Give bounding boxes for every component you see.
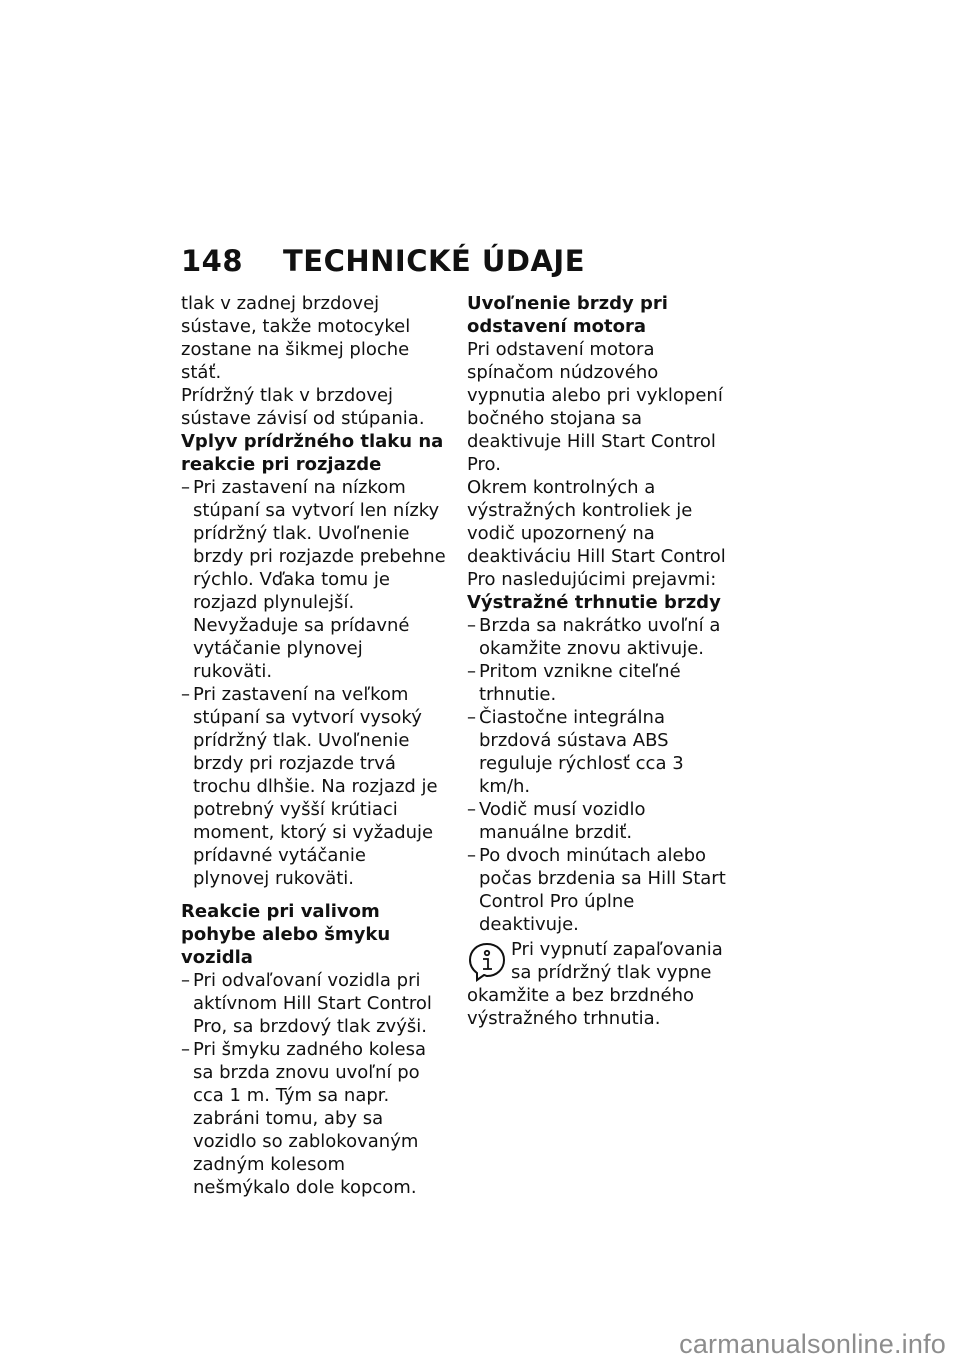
section-heading-brake-release: Uvoľnenie brzdy pri odstavení motora (467, 293, 668, 337)
list-item: – Po dvoch minútach alebo počas brzdenia sa Hill Start Control Pro úplne deaktivuje. (467, 844, 739, 936)
intro-paragraph-2: Prídržný tlak v brzdovej sústave závisí od stúpania. (181, 385, 425, 429)
list-item: – Pritom vznikne citeľné trhnutie. (467, 660, 739, 706)
right-column (467, 292, 739, 1030)
page-title: TECHNICKÉ ÚDAJE (283, 244, 586, 278)
section-heading-warning-jerk: Výstražné trhnutie brzdy (467, 592, 721, 613)
info-note-text: Pri vypnutí zapaľovania sa prídržný tlak vypne okamžite a bez brzdného výstražného trhnutia. (467, 939, 723, 1029)
page-number: 148 (181, 244, 244, 278)
footer-watermark: carmanualsonline.info (679, 1329, 946, 1359)
left-column (181, 292, 447, 1199)
list-item: – Pri odvaľovaní vozidla pri aktívnom Hill Start Control Pro, sa brzdový tlak zvýši. (181, 969, 447, 1038)
list-item: – Vodič musí vozidlo manuálne brzdiť. (467, 798, 739, 844)
list-item: – Pri zastavení na veľkom stúpaní sa vytvorí vysoký prídržný tlak. Uvoľnenie brzdy pri rozjazde trvá trochu dlhšie. Na rozjazd je potrebný vyšší krútiaci moment, ktorý si vyžaduje prídavné vytáčanie plynovej rukoväti. (181, 683, 447, 890)
section-heading-holding-pressure: Vplyv prídržného tlaku na reakcie pri rozjazde (181, 431, 444, 475)
list-item: – Brzda sa nakrátko uvoľní a okamžite znovu aktivuje. (467, 614, 739, 660)
page-header (181, 244, 585, 278)
list-holding-pressure (181, 476, 447, 890)
info-note (467, 938, 739, 1030)
intro-paragraph-1: tlak v zadnej brzdovej sústave, takže motocykel zostane na šikmej ploche stáť. (181, 293, 411, 383)
section-heading-rolling: Reakcie pri valivom pohybe alebo šmyku vozidla (181, 901, 391, 968)
list-item: – Pri šmyku zadného kolesa sa brzda znovu uvoľní po cca 1 m. Tým sa napr. zabráni tomu, aby sa vozidlo so zablokovaným zadným kolesom nešmýkalo dole kopcom. (181, 1038, 447, 1199)
list-rolling (181, 969, 447, 1199)
paragraph-warning-lights: Okrem kontrolných a výstražných kontroliek je vodič upozornený na deaktiváciu Hill Start Control Pro nasledujúcimi prejavmi: (467, 477, 726, 590)
list-item: – Pri zastavení na nízkom stúpaní sa vytvorí len nízky prídržný tlak. Uvoľnenie brzdy pri rozjazde prebehne rýchlo. Vďaka tomu je rozjazd plynulejší. Nevyžaduje sa prídavné vytáčanie plynovej rukoväti. (181, 476, 447, 683)
info-icon (467, 941, 507, 983)
list-item: – Čiastočne integrálna brzdová sústava ABS reguluje rýchlosť cca 3 km/h. (467, 706, 739, 798)
list-warning-jerk (467, 614, 739, 936)
paragraph-engine-off: Pri odstavení motora spínačom núdzového vypnutia alebo pri vyklopení bočného stojana sa deaktivuje Hill Start Control Pro. (467, 339, 723, 475)
